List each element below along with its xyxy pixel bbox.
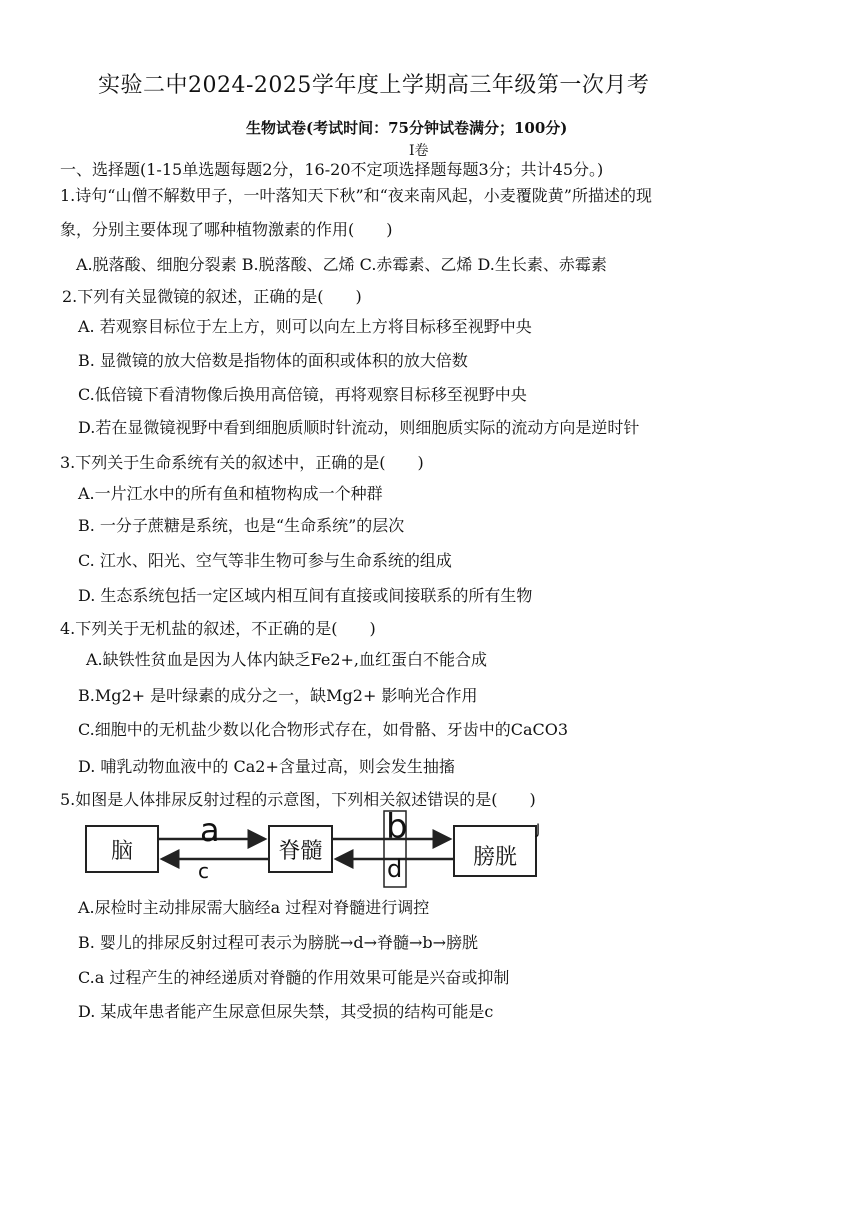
question-5-option-b: B. 婴儿的排尿反射过程可表示为膀胱→d→脊髓→b→膀胱 (78, 933, 479, 952)
question-3-stem: 3.下列关于生命系统有关的叙述中，正确的是( ) (60, 453, 424, 472)
question-5-stem: 5.如图是人体排尿反射过程的示意图，下列相关叙述错误的是( ) (60, 790, 536, 809)
question-2-option-d: D.若在显微镜视野中看到细胞质顺时针流动，则细胞质实际的流动方向是逆时针 (78, 418, 640, 437)
label-c: c (198, 859, 209, 883)
volume-label: I卷 (409, 143, 429, 159)
question-2-option-a: A. 若观察目标位于左上方，则可以向左上方将目标移至视野中央 (78, 317, 532, 336)
question-2-stem: 2.下列有关显微镜的叙述，正确的是( ) (62, 287, 362, 306)
label-d: d (387, 855, 403, 883)
exam-title: 实验二中2024-2025学年度上学期高三年级第一次月考 (98, 73, 650, 98)
question-3-option-d: D. 生态系统包括一定区域内相互间有直接或间接联系的所有生物 (78, 586, 533, 605)
question-1-options: A.脱落酸、细胞分裂素 B.脱落酸、乙烯 C.赤霉素、乙烯 D.生长素、赤霉素 (76, 255, 607, 274)
question-4-stem: 4.下列关于无机盐的叙述，不正确的是( ) (60, 619, 376, 638)
brain-box: 脑 (85, 825, 159, 873)
question-5-option-a: A.尿检时主动排尿需大脑经a 过程对脊髓进行调控 (78, 898, 430, 917)
label-b: b (386, 807, 408, 847)
question-3-option-c: C. 江水、阳光、空气等非生物可参与生命系统的组成 (78, 551, 452, 570)
bladder-box: 膀胱 (453, 825, 537, 877)
question-3-option-b: B. 一分子蔗糖是系统，也是“生命系统”的层次 (78, 516, 405, 535)
mark-j: J (536, 822, 541, 838)
spinal-cord-box: 脊髓 (268, 825, 333, 873)
question-4-option-c: C.细胞中的无机盐少数以化合物形式存在，如骨骼、牙齿中的CaCO3 (78, 720, 569, 739)
question-2-option-c: C.低倍镜下看清物像后换用高倍镜，再将观察目标移至视野中央 (78, 385, 527, 404)
question-4-option-b: B.Mg2+ 是叶绿素的成分之一，缺Mg2+ 影响光合作用 (78, 686, 478, 705)
question-1-stem-line2: 象，分别主要体现了哪种植物激素的作用( ) (60, 220, 393, 239)
question-5-option-c: C.a 过程产生的神经递质对脊髓的作用效果可能是兴奋或抑制 (78, 968, 510, 987)
question-5-option-d: D. 某成年患者能产生尿意但尿失禁，其受损的结构可能是c (78, 1002, 494, 1021)
question-1-stem-line1: 1.诗句“山僧不解数甲子，一叶落知天下秋”和“夜来南风起，小麦覆陇黄”所描述的现 (60, 186, 652, 205)
section-header: 一、选择题(1-15单选题每题2分，16-20不定项选择题每题3分；共计45分。) (60, 160, 604, 179)
question-4-option-d: D. 哺乳动物血液中的 Ca2+含量过高，则会发生抽搐 (78, 757, 455, 776)
exam-subtitle: 生物试卷(考试时间：75分钟试卷满分；100分) (246, 119, 568, 137)
question-3-option-a: A.一片江水中的所有鱼和植物构成一个种群 (78, 484, 383, 503)
label-a: a (200, 811, 220, 849)
question-4-option-a: A.缺铁性贫血是因为人体内缺乏Fe2+,血红蛋白不能合成 (86, 650, 488, 669)
question-2-option-b: B. 显微镜的放大倍数是指物体的面积或体积的放大倍数 (78, 351, 468, 370)
reflex-diagram (80, 808, 560, 888)
